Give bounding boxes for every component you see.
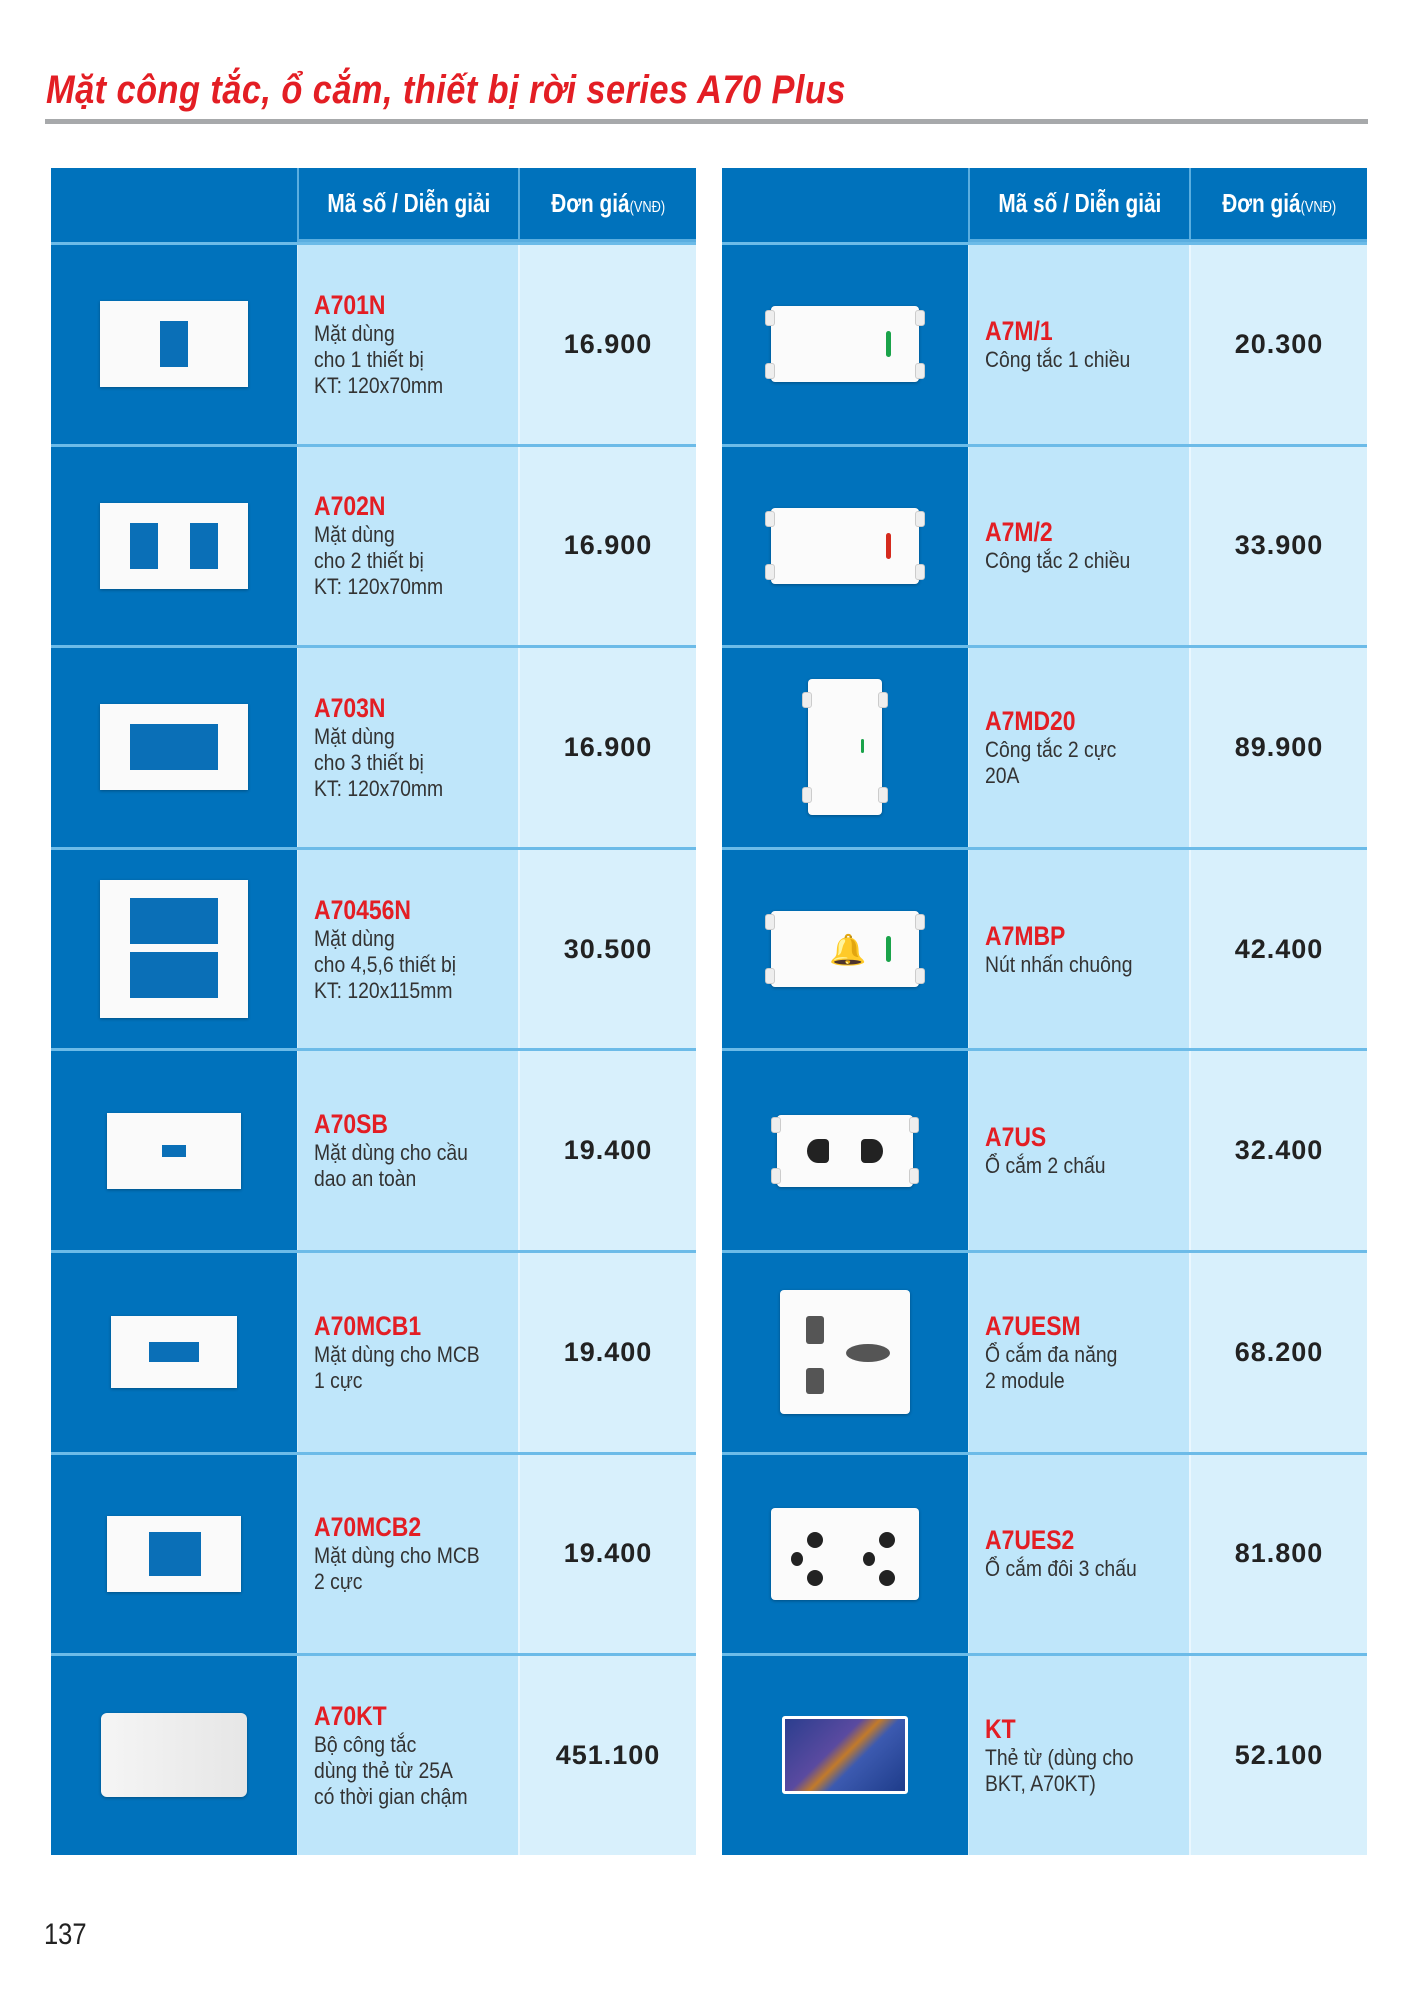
product-price: 33.900	[1189, 447, 1367, 646]
product-price: 16.900	[518, 447, 696, 646]
product-image	[722, 1253, 968, 1452]
product-image	[722, 850, 968, 1049]
bell-switch-icon: 🔔	[771, 911, 919, 987]
product-description: Công tắc 2 chiều	[985, 548, 1131, 574]
code-cell	[297, 245, 518, 444]
product-code: A70456N	[314, 894, 411, 925]
product-code: A7MBP	[985, 920, 1066, 951]
product-price: 16.900	[518, 245, 696, 444]
product-image	[722, 1656, 968, 1855]
product-code: A701N	[314, 289, 386, 320]
product-description: Mặt dùng cho cầu dao an toàn	[314, 1140, 468, 1192]
product-description: Ổ cắm đôi 3 chấu	[985, 1556, 1137, 1582]
table-row	[722, 645, 1367, 847]
header-code: Mã số / Diễn giải	[968, 168, 1189, 242]
product-description: Mặt dùng cho MCB 2 cực	[314, 1543, 480, 1595]
code-cell	[968, 1051, 1189, 1250]
product-price: 81.800	[1189, 1455, 1367, 1654]
product-image	[722, 447, 968, 646]
table-header	[51, 168, 696, 242]
product-description: Mặt dùng cho 1 thiết bị KT: 120x70mm	[314, 320, 444, 398]
header-price: Đơn giá(VNĐ)	[518, 168, 696, 242]
product-code: KT	[985, 1713, 1016, 1744]
socket-double-3pin-icon	[771, 1508, 919, 1600]
header-code: Mã số / Diễn giải	[297, 168, 518, 242]
header-image-cell	[722, 168, 968, 242]
product-image	[722, 1051, 968, 1250]
code-cell	[297, 648, 518, 847]
page-title: Mặt công tắc, ổ cắm, thiết bị rời series A70 Plus	[46, 68, 846, 112]
plate-mcb2-icon	[107, 1516, 241, 1592]
switch-2pole-icon	[808, 679, 882, 815]
table-row	[51, 444, 696, 646]
product-description: Ổ cắm 2 chấu	[985, 1153, 1106, 1179]
table-row	[722, 847, 1367, 1049]
code-cell	[968, 1253, 1189, 1452]
product-image	[51, 648, 297, 847]
code-cell	[297, 1455, 518, 1654]
table-row	[722, 1048, 1367, 1250]
product-description: Mặt dùng cho 3 thiết bị KT: 120x70mm	[314, 723, 444, 801]
code-cell	[297, 1656, 518, 1855]
code-cell	[968, 648, 1189, 847]
page-number: 137	[44, 1918, 87, 1951]
code-cell	[297, 850, 518, 1049]
product-price: 42.400	[1189, 850, 1367, 1049]
product-description: Công tắc 2 cực 20A	[985, 736, 1117, 788]
product-image	[722, 648, 968, 847]
table-row	[722, 242, 1367, 444]
product-description: Nút nhấn chuông	[985, 951, 1133, 977]
socket-universal-icon	[780, 1290, 910, 1414]
product-price: 451.100	[518, 1656, 696, 1855]
plate-1-icon	[100, 301, 248, 387]
product-image	[51, 245, 297, 444]
card-switch-icon	[101, 1713, 247, 1797]
code-cell	[968, 447, 1189, 646]
product-image	[51, 1253, 297, 1452]
table-row	[51, 242, 696, 444]
product-code: A70MCB2	[314, 1512, 422, 1543]
code-cell	[968, 1656, 1189, 1855]
product-image	[51, 1455, 297, 1654]
table-row	[722, 1452, 1367, 1654]
product-description: Bộ công tắc dùng thẻ từ 25A có thời gian chậm	[314, 1731, 468, 1809]
product-price: 19.400	[518, 1051, 696, 1250]
product-image	[722, 1455, 968, 1654]
switch-red-icon	[771, 508, 919, 584]
product-code: A7MD20	[985, 705, 1076, 736]
plate-mcb1-icon	[111, 1316, 237, 1388]
product-price: 30.500	[518, 850, 696, 1049]
table-row	[51, 645, 696, 847]
product-price: 68.200	[1189, 1253, 1367, 1452]
product-code: A70KT	[314, 1700, 387, 1731]
plate-2-icon	[100, 503, 248, 589]
table-row	[51, 1048, 696, 1250]
product-image	[51, 447, 297, 646]
table-header	[722, 168, 1367, 242]
switch-green-icon	[771, 306, 919, 382]
product-description: Ổ cắm đa năng 2 module	[985, 1341, 1118, 1393]
header-price: Đơn giá(VNĐ)	[1189, 168, 1367, 242]
product-price: 32.400	[1189, 1051, 1367, 1250]
price-table-left	[51, 168, 696, 1855]
table-row	[722, 444, 1367, 646]
plate-3-icon	[100, 704, 248, 790]
table-row	[51, 847, 696, 1049]
product-description: Mặt dùng cho 2 thiết bị KT: 120x70mm	[314, 522, 444, 600]
product-description: Mặt dùng cho 4,5,6 thiết bị KT: 120x115mm	[314, 925, 457, 1003]
product-code: A702N	[314, 491, 386, 522]
plate-sb-icon	[107, 1113, 241, 1189]
product-image	[722, 245, 968, 444]
product-price: 20.300	[1189, 245, 1367, 444]
key-card-icon	[782, 1716, 908, 1794]
product-price: 16.900	[518, 648, 696, 847]
code-cell	[968, 245, 1189, 444]
product-code: A70SB	[314, 1109, 388, 1140]
product-price: 19.400	[518, 1455, 696, 1654]
code-cell	[968, 1455, 1189, 1654]
code-cell	[968, 850, 1189, 1049]
plate-456-icon	[100, 880, 248, 1018]
title-divider	[45, 119, 1368, 124]
table-row	[51, 1452, 696, 1654]
product-image	[51, 850, 297, 1049]
code-cell	[297, 1051, 518, 1250]
product-description: Thẻ từ (dùng cho BKT, A70KT)	[985, 1744, 1134, 1796]
socket-2pin-icon	[777, 1115, 913, 1187]
table-row	[722, 1653, 1367, 1855]
table-row	[722, 1250, 1367, 1452]
code-cell	[297, 447, 518, 646]
product-code: A7M/1	[985, 315, 1053, 346]
product-code: A7UES2	[985, 1525, 1075, 1556]
product-price: 52.100	[1189, 1656, 1367, 1855]
code-cell	[297, 1253, 518, 1452]
product-code: A7US	[985, 1122, 1047, 1153]
table-row	[51, 1250, 696, 1452]
table-row	[51, 1653, 696, 1855]
product-image	[51, 1656, 297, 1855]
product-description: Công tắc 1 chiều	[985, 346, 1131, 372]
product-image	[51, 1051, 297, 1250]
product-code: A7M/2	[985, 517, 1053, 548]
product-code: A70MCB1	[314, 1310, 422, 1341]
product-description: Mặt dùng cho MCB 1 cực	[314, 1341, 480, 1393]
product-code: A7UESM	[985, 1310, 1081, 1341]
product-code: A703N	[314, 692, 386, 723]
product-price: 89.900	[1189, 648, 1367, 847]
header-image-cell	[51, 168, 297, 242]
price-table-right	[722, 168, 1367, 1855]
product-price: 19.400	[518, 1253, 696, 1452]
